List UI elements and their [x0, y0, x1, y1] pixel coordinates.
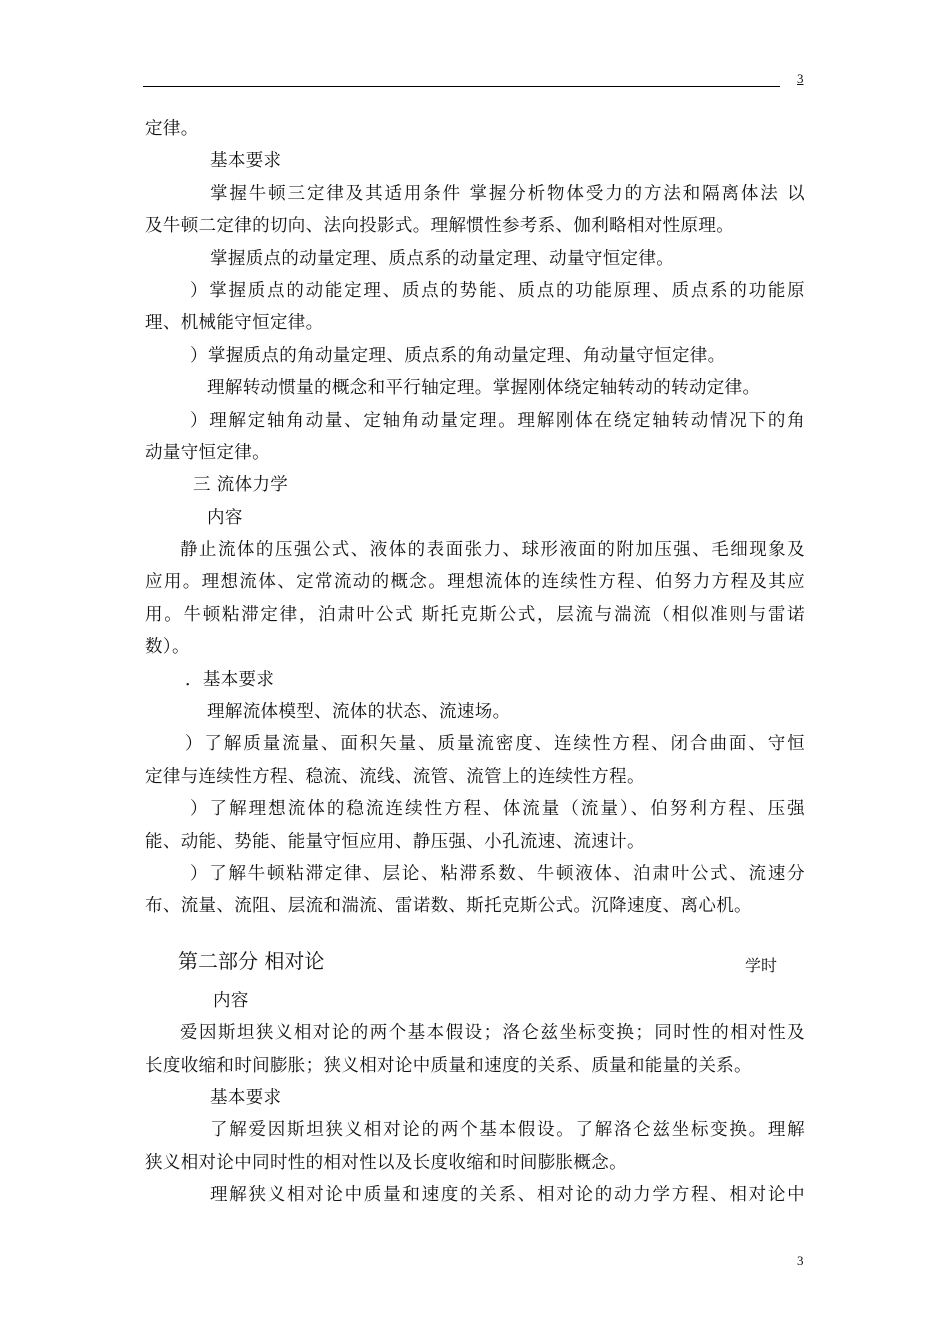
text-line: 爱因斯坦狭义相对论的两个基本假设；洛仑兹坐标变换；同时性的相对性及	[180, 1023, 805, 1044]
header-rule	[143, 86, 780, 87]
text-line: 理解狭义相对论中质量和速度的关系、相对论的动力学方程、相对论中	[210, 1185, 805, 1206]
subheading-content: 内容	[213, 990, 249, 1011]
text-line: 静止流体的压强公式、液体的表面张力、球形液面的附加压强、毛细现象及	[180, 540, 805, 561]
text-line: ）了解理想流体的稳流连续性方程、体流量（流量）、伯努利方程、压强	[190, 799, 805, 820]
text-line: 数）。	[145, 637, 190, 658]
text-line: 长度收缩和时间膨胀；狭义相对论中质量和速度的关系、质量和能量的关系。	[145, 1055, 752, 1076]
section-heading-fluid-mechanics: 三 流体力学	[193, 475, 289, 496]
text-line: ）掌握质点的动能定理、质点的势能、质点的功能原理、质点系的功能原	[190, 280, 805, 301]
text-line: 理、机械能守恒定律。	[145, 313, 324, 334]
text-line: 能、动能、势能、能量守恒应用、静压强、小孔流速、流速计。	[145, 831, 645, 852]
text-line: 定律。	[145, 119, 199, 139]
text-line: 及牛顿二定律的切向、法向投影式。理解惯性参考系、伽利略相对性原理。	[145, 216, 735, 237]
section-header-row	[145, 937, 805, 985]
subheading-basic-requirements: 基本要求	[210, 1087, 282, 1108]
text-line: 理解转动惯量的概念和平行轴定理。掌握刚体绕定轴转动的转动定律。	[207, 378, 761, 399]
text-line: 用。牛顿粘滞定律，泊肃叶公式 斯托克斯公式，层流与湍流（相似准则与雷诺	[145, 604, 805, 625]
page-number-top: 3	[797, 71, 804, 86]
text-line: 狭义相对论中同时性的相对性以及长度收缩和时间膨胀概念。	[145, 1152, 627, 1173]
text-line: 理解流体模型、流体的状态、流速场。	[207, 702, 511, 723]
text-line: ）掌握质点的角动量定理、质点系的角动量定理、角动量守恒定律。	[190, 345, 726, 366]
subheading-content: 内容	[207, 507, 243, 528]
section-title-relativity: 第二部分 相对论	[178, 948, 325, 973]
page-number-bottom: 3	[797, 1253, 804, 1268]
text-line: ）理解定轴角动量、定轴角动量定理。理解刚体在绕定轴转动情况下的角	[190, 410, 805, 431]
text-line: 掌握质点的动量定理、质点系的动量定理、动量守恒定律。	[210, 248, 675, 269]
text-line: ）了解牛顿粘滞定律、层论、粘滞系数、牛顿液体、泊肃叶公式、流速分	[190, 863, 805, 884]
text-line: 掌握牛顿三定律及其适用条件 掌握分析物体受力的方法和隔离体法 以	[210, 183, 805, 204]
document-body	[145, 113, 805, 1212]
text-line: 定律与连续性方程、稳流、流线、流管、流管上的连续性方程。	[145, 766, 645, 787]
section-hours-label: 学时	[745, 955, 778, 975]
text-line: 了解爱因斯坦狭义相对论的两个基本假设。了解洛仑兹坐标变换。理解	[210, 1120, 805, 1141]
text-line: 应用。理想流体、定常流动的概念。理想流体的连续性方程、伯努力方程及其应	[145, 572, 805, 593]
text-line: 布、流量、流阻、层流和湍流、雷诺数、斯托克斯公式。沉降速度、离心机。	[145, 896, 752, 917]
subheading-basic-requirements: 基本要求	[210, 151, 282, 172]
text-line: ）了解质量流量、面积矢量、质量流密度、连续性方程、闭合曲面、守恒	[185, 734, 805, 755]
text-line: 动量守恒定律。	[145, 442, 270, 463]
subheading-basic-requirements: ．基本要求	[185, 669, 275, 690]
